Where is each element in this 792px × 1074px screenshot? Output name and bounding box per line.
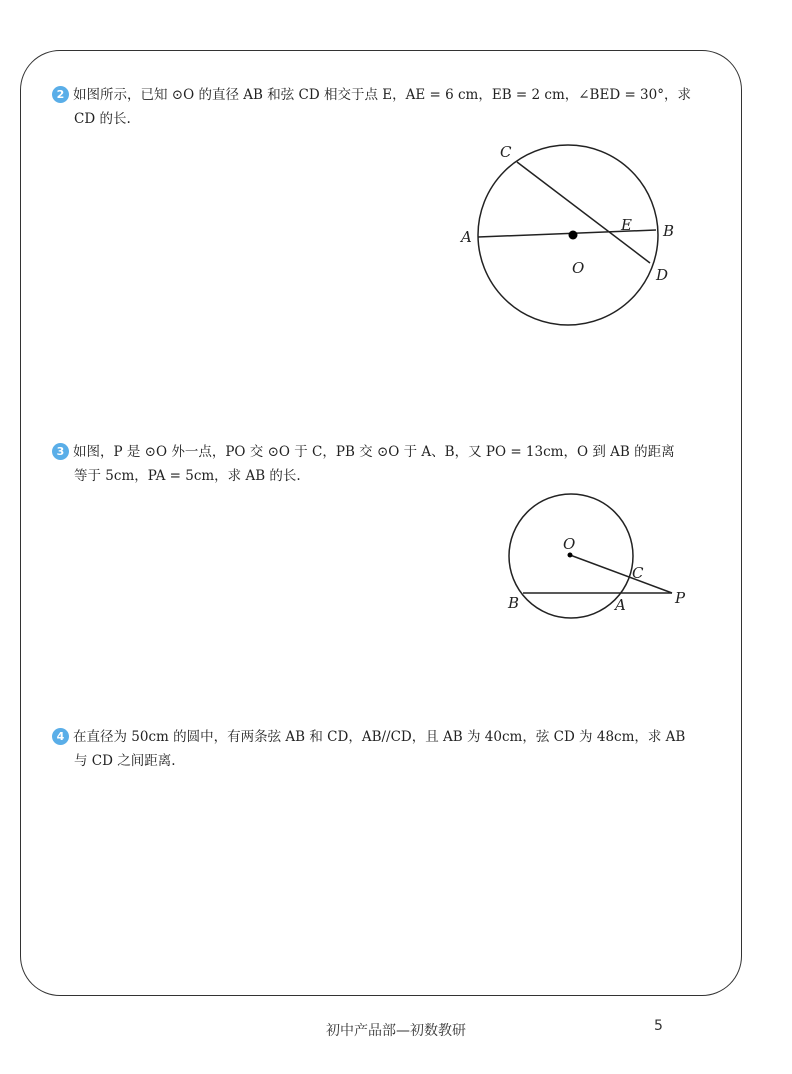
label-e: E (621, 216, 632, 234)
label-o: O (572, 259, 585, 277)
problem-3 (52, 440, 697, 488)
problem-2 (52, 83, 697, 131)
problem-4-line-2: 与 CD 之间距离. (74, 753, 176, 769)
problem-3-figure (495, 485, 705, 630)
problem-number-badge: 2 (52, 86, 69, 103)
label-a: A (461, 228, 472, 246)
problem-4-line-1: 在直径为 50cm 的圆中，有两条弦 AB 和 CD，AB//CD，且 AB 为 40cm，弦 CD 为 48cm，求 AB (73, 729, 686, 745)
label-c: C (632, 564, 644, 582)
segment-po (570, 555, 672, 593)
problem-4 (52, 725, 697, 773)
center-point-o (569, 231, 578, 240)
circle-o (478, 145, 658, 325)
label-d: D (656, 266, 669, 284)
page-number: 5 (654, 1018, 663, 1034)
label-a: A (615, 596, 626, 614)
label-b: B (508, 594, 520, 612)
center-point-o (568, 553, 573, 558)
chord-cd (517, 162, 650, 263)
label-p: P (675, 589, 686, 607)
footer-text: 初中产品部—初数教研 (326, 1023, 466, 1039)
label-o: O (563, 535, 576, 553)
problem-2-figure (440, 135, 700, 335)
problem-2-line-1: 如图所示，已知 ⊙O 的直径 AB 和弦 CD 相交于点 E，AE = 6 cm，EB = 2 cm，∠BED = 30°，求 (73, 87, 691, 103)
problem-3-line-1: 如图，P 是 ⊙O 外一点，PO 交 ⊙O 于 C，PB 交 ⊙O 于 A、B，又 PO = 13cm，O 到 AB 的距离 (73, 444, 675, 460)
label-b: B (663, 222, 675, 240)
problem-2-line-2: CD 的长. (74, 111, 131, 127)
problem-number-badge: 3 (52, 443, 69, 460)
problem-number-badge: 4 (52, 728, 69, 745)
label-c: C (500, 143, 512, 161)
problem-3-line-2: 等于 5cm，PA = 5cm，求 AB 的长. (74, 468, 301, 484)
